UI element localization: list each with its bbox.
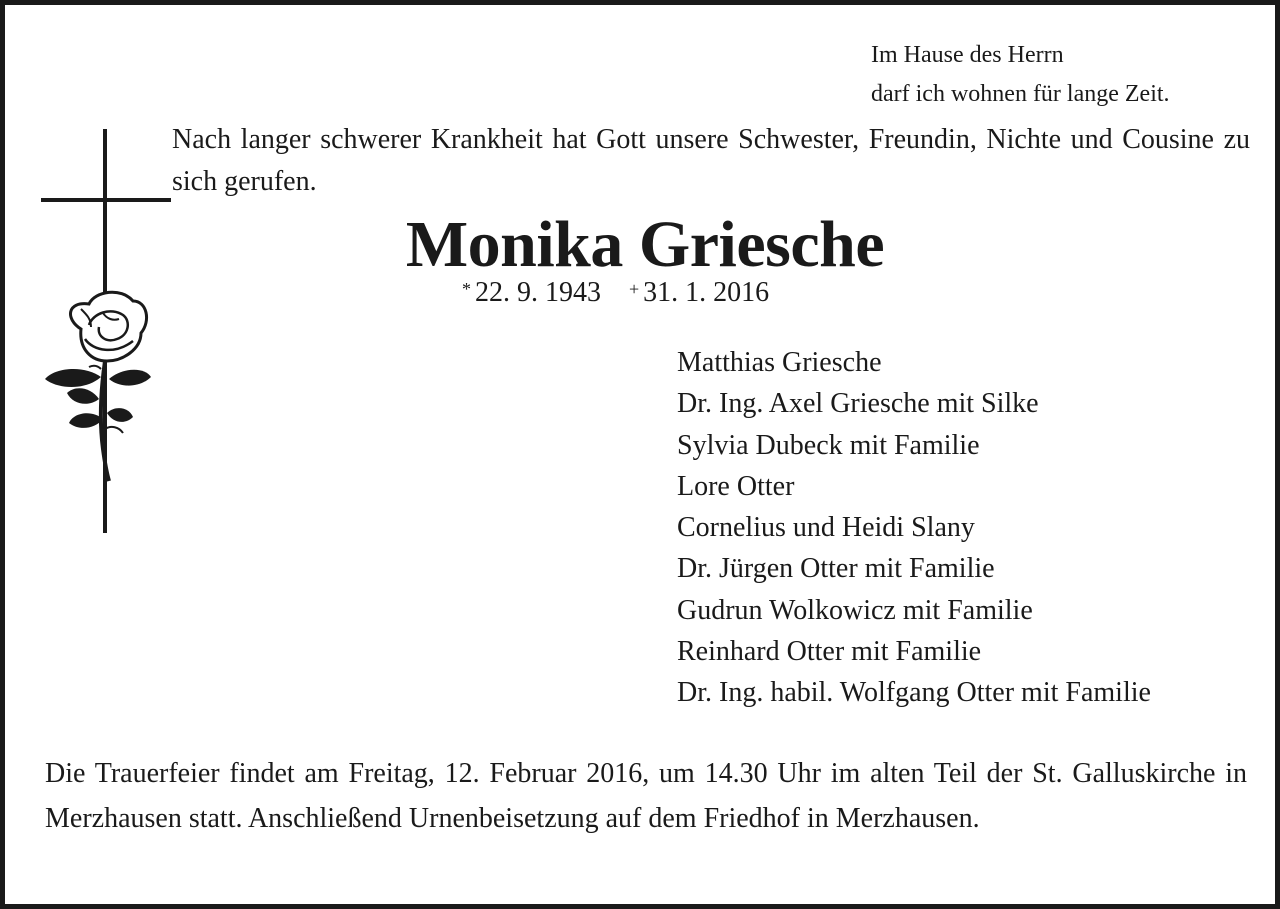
motto-verse — [871, 36, 1170, 114]
deceased-name: Monika Griesche — [405, 208, 885, 281]
mourner: Lore Otter — [677, 470, 795, 502]
motto-line: Im Hause des Herrn — [871, 42, 1064, 68]
mourner: Gudrun Wolkowicz mit Familie — [677, 594, 1033, 626]
birth-date: 22. 9. 1943 — [475, 277, 601, 308]
mourner: Dr. Ing. Axel Griesche mit Silke — [677, 388, 1039, 420]
life-dates — [462, 273, 769, 313]
mourner: Dr. Jürgen Otter mit Familie — [677, 553, 995, 585]
rose-icon — [45, 292, 151, 481]
cross-with-rose — [41, 129, 171, 533]
motto-line: darf ich wohnen für lange Zeit. — [871, 81, 1170, 107]
mourner: Sylvia Dubeck mit Familie — [677, 429, 980, 461]
intro-text: Nach langer schwerer Krankheit hat Gott unsere Schwester, Freundin, Nichte und Cousine zu sich gerufen. — [172, 124, 1250, 197]
mourner: Cornelius und Heidi Slany — [677, 512, 975, 544]
death-symbol: + — [629, 279, 640, 299]
birth-symbol: * — [462, 279, 471, 299]
mourner: Matthias Griesche — [677, 347, 882, 378]
mourner: Dr. Ing. habil. Wolfgang Otter mit Familie — [677, 677, 1151, 709]
ceremony-info: Die Trauerfeier findet am Freitag, 12. Februar 2016, um 14.30 Uhr im alten Teil der St. Galluskirche in Merzhausen statt. Anschließend Urnenbeisetzung auf dem Friedhof in Merzhausen. — [45, 758, 1247, 834]
death-date: 31. 1. 2016 — [643, 277, 770, 308]
mourners-list — [677, 342, 1151, 714]
mourner: Reinhard Otter mit Familie — [677, 636, 982, 668]
